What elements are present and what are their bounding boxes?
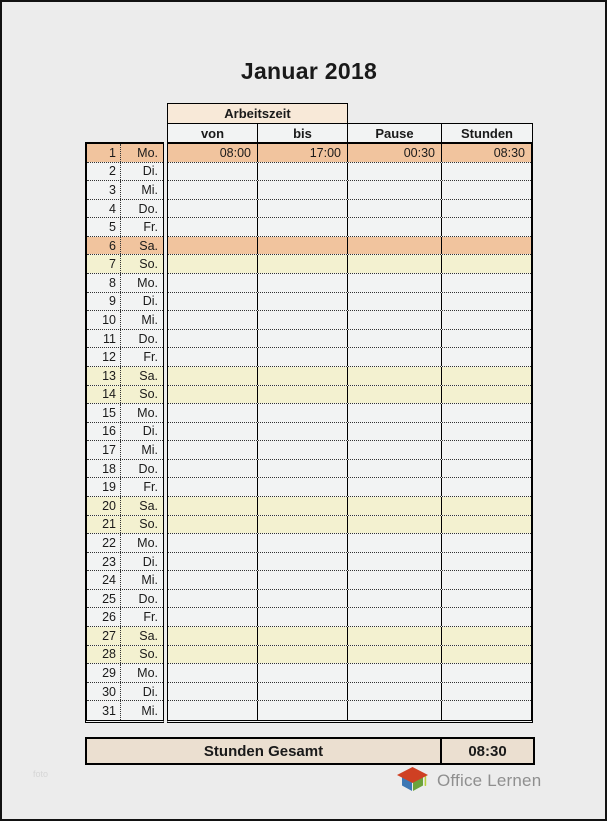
pause-cell[interactable] bbox=[348, 590, 442, 608]
time-row bbox=[168, 534, 531, 553]
day-name-cell: Mo. bbox=[121, 144, 163, 162]
day-number-cell: 16 bbox=[87, 423, 121, 441]
bis-cell[interactable] bbox=[258, 516, 348, 534]
time-row bbox=[168, 646, 531, 665]
bis-cell[interactable] bbox=[258, 497, 348, 515]
day-row bbox=[87, 460, 163, 479]
von-cell[interactable] bbox=[168, 330, 258, 348]
time-row bbox=[168, 441, 531, 460]
day-number-cell: 23 bbox=[87, 553, 121, 571]
day-number-cell: 11 bbox=[87, 330, 121, 348]
bis-cell[interactable] bbox=[258, 330, 348, 348]
stunden-cell[interactable] bbox=[442, 571, 531, 589]
day-row bbox=[87, 386, 163, 405]
pause-cell[interactable] bbox=[348, 553, 442, 571]
time-row bbox=[168, 571, 531, 590]
stunden-cell[interactable] bbox=[442, 497, 531, 515]
bis-cell[interactable] bbox=[258, 274, 348, 292]
bis-cell[interactable] bbox=[258, 423, 348, 441]
stunden-cell[interactable] bbox=[442, 330, 531, 348]
day-name-cell: Di. bbox=[142, 554, 158, 569]
office-lernen-logo bbox=[394, 766, 541, 795]
stunden-cell[interactable] bbox=[442, 460, 531, 478]
time-row bbox=[168, 200, 531, 219]
day-row bbox=[87, 553, 163, 572]
pause-cell[interactable] bbox=[348, 348, 442, 366]
bis-cell[interactable] bbox=[258, 218, 348, 236]
page-title: Januar 2018 bbox=[240, 58, 378, 84]
day-row bbox=[87, 627, 163, 646]
pause-cell[interactable] bbox=[348, 330, 442, 348]
day-row bbox=[87, 181, 163, 200]
bis-cell[interactable] bbox=[258, 608, 348, 626]
day-row bbox=[87, 571, 163, 590]
day-name-cell: Mo. bbox=[137, 275, 158, 290]
day-name-cell: Mi. bbox=[141, 703, 158, 718]
day-name-cell: So. bbox=[121, 646, 163, 664]
day-number-cell: 30 bbox=[87, 683, 121, 701]
pause-cell[interactable] bbox=[348, 460, 442, 478]
day-name-cell: Mo. bbox=[137, 405, 158, 420]
von-cell[interactable] bbox=[168, 367, 258, 385]
column-header-von: von bbox=[167, 123, 258, 144]
day-row bbox=[87, 683, 163, 702]
day-row bbox=[87, 534, 163, 553]
day-name-cell: Sa. bbox=[121, 627, 163, 645]
day-name-cell: Sa. bbox=[121, 237, 163, 255]
pause-cell[interactable]: 00:30 bbox=[348, 144, 442, 162]
time-row bbox=[168, 237, 531, 256]
day-row bbox=[87, 144, 163, 163]
von-cell[interactable] bbox=[168, 255, 258, 273]
time-row bbox=[168, 293, 531, 312]
day-number-cell: 19 bbox=[87, 478, 121, 496]
day-number-cell: 7 bbox=[87, 255, 121, 273]
bis-cell[interactable] bbox=[258, 627, 348, 645]
day-column-table bbox=[85, 142, 164, 723]
day-name-cell: Mo. bbox=[137, 665, 158, 680]
pause-cell[interactable] bbox=[348, 181, 442, 199]
bis-cell[interactable] bbox=[258, 181, 348, 199]
von-cell[interactable] bbox=[168, 627, 258, 645]
bis-cell[interactable]: 17:00 bbox=[258, 144, 348, 162]
total-label: Stunden Gesamt bbox=[87, 739, 442, 763]
bis-cell[interactable] bbox=[258, 163, 348, 181]
von-cell[interactable] bbox=[168, 423, 258, 441]
total-value: 08:30 bbox=[468, 742, 507, 760]
stunden-cell[interactable] bbox=[442, 200, 531, 218]
day-number-cell: 25 bbox=[87, 590, 121, 608]
day-number-cell: 8 bbox=[87, 274, 121, 292]
pause-cell[interactable] bbox=[348, 423, 442, 441]
day-row bbox=[87, 237, 163, 256]
bis-cell[interactable] bbox=[258, 367, 348, 385]
day-row bbox=[87, 367, 163, 386]
day-number-cell: 13 bbox=[87, 367, 121, 385]
day-row bbox=[87, 497, 163, 516]
time-row bbox=[168, 478, 531, 497]
bis-cell[interactable] bbox=[258, 237, 348, 255]
pause-cell[interactable] bbox=[348, 218, 442, 236]
stunden-cell[interactable] bbox=[442, 516, 531, 534]
stunden-cell[interactable] bbox=[442, 478, 531, 496]
stunden-cell[interactable] bbox=[442, 163, 531, 181]
von-cell[interactable] bbox=[168, 386, 258, 404]
day-name-cell: So. bbox=[121, 386, 163, 404]
von-cell[interactable] bbox=[168, 404, 258, 422]
pause-cell[interactable] bbox=[348, 478, 442, 496]
day-name-cell: Do. bbox=[138, 201, 158, 216]
day-number-cell: 18 bbox=[87, 460, 121, 478]
day-number-cell: 6 bbox=[87, 237, 121, 255]
day-name-cell: Fr. bbox=[143, 350, 158, 365]
pause-cell[interactable] bbox=[348, 608, 442, 626]
logo-text: Office Lernen bbox=[437, 770, 542, 790]
day-row bbox=[87, 423, 163, 442]
time-row bbox=[168, 608, 531, 627]
von-cell[interactable] bbox=[168, 664, 258, 682]
time-row bbox=[168, 497, 531, 516]
day-name-cell: Di. bbox=[142, 684, 158, 699]
pause-cell[interactable] bbox=[348, 274, 442, 292]
day-number-cell: 1 bbox=[87, 144, 121, 162]
day-number-cell: 10 bbox=[87, 311, 121, 329]
day-name-cell: Fr. bbox=[143, 610, 158, 625]
day-row bbox=[87, 404, 163, 423]
column-header-row bbox=[167, 123, 533, 144]
stunden-cell[interactable] bbox=[442, 423, 531, 441]
bis-cell[interactable] bbox=[258, 404, 348, 422]
day-number-cell: 21 bbox=[87, 516, 121, 534]
bis-cell[interactable] bbox=[258, 701, 348, 720]
day-number-cell: 3 bbox=[87, 181, 121, 199]
day-number-cell: 12 bbox=[87, 348, 121, 366]
stunden-cell[interactable] bbox=[442, 218, 531, 236]
von-cell[interactable] bbox=[168, 701, 258, 720]
day-name-cell: Mi. bbox=[141, 443, 158, 458]
graduation-cap-icon bbox=[394, 766, 431, 795]
von-cell[interactable] bbox=[168, 571, 258, 589]
stunden-cell[interactable] bbox=[442, 367, 531, 385]
stunden-cell[interactable] bbox=[442, 348, 531, 366]
time-row bbox=[168, 683, 531, 702]
day-name-cell: Mi. bbox=[141, 182, 158, 197]
stunden-cell[interactable] bbox=[442, 664, 531, 682]
time-row bbox=[168, 553, 531, 572]
calendar-body bbox=[85, 142, 533, 723]
von-cell[interactable]: 08:00 bbox=[168, 144, 258, 162]
bis-cell[interactable] bbox=[258, 590, 348, 608]
day-number-cell: 28 bbox=[87, 646, 121, 664]
von-cell[interactable] bbox=[168, 646, 258, 664]
pause-cell[interactable] bbox=[348, 367, 442, 385]
day-number-cell: 29 bbox=[87, 664, 121, 682]
von-cell[interactable] bbox=[168, 181, 258, 199]
time-row bbox=[168, 274, 531, 293]
stunden-cell[interactable] bbox=[442, 255, 531, 273]
day-name-cell: Di. bbox=[142, 294, 158, 309]
day-row bbox=[87, 664, 163, 683]
pause-cell[interactable] bbox=[348, 237, 442, 255]
bis-cell[interactable] bbox=[258, 478, 348, 496]
day-name-cell: Do. bbox=[138, 461, 158, 476]
von-cell[interactable] bbox=[168, 553, 258, 571]
watermark-text: foto bbox=[33, 769, 49, 779]
time-row bbox=[168, 163, 531, 182]
von-cell[interactable] bbox=[168, 478, 258, 496]
time-row bbox=[168, 181, 531, 200]
time-row bbox=[168, 627, 531, 646]
day-number-cell: 9 bbox=[87, 293, 121, 311]
time-row bbox=[168, 664, 531, 683]
table-header-zone bbox=[167, 103, 533, 144]
arbeitszeit-group-header: Arbeitszeit bbox=[167, 103, 348, 124]
time-row bbox=[168, 590, 531, 609]
day-name-cell: Sa. bbox=[121, 497, 163, 515]
time-row bbox=[168, 348, 531, 367]
day-row bbox=[87, 701, 163, 720]
day-name-cell: Do. bbox=[138, 591, 158, 606]
stunden-cell[interactable] bbox=[442, 646, 531, 664]
time-row bbox=[168, 311, 531, 330]
total-bar bbox=[85, 737, 535, 765]
time-row bbox=[168, 460, 531, 479]
day-name-cell: Di. bbox=[142, 164, 158, 179]
pause-cell[interactable] bbox=[348, 627, 442, 645]
day-number-cell: 4 bbox=[87, 200, 121, 218]
day-number-cell: 31 bbox=[87, 701, 121, 720]
bis-cell[interactable] bbox=[258, 386, 348, 404]
von-cell[interactable] bbox=[168, 274, 258, 292]
day-name-cell: Do. bbox=[138, 331, 158, 346]
day-number-cell: 2 bbox=[87, 163, 121, 181]
von-cell[interactable] bbox=[168, 441, 258, 459]
day-name-cell: Sa. bbox=[121, 367, 163, 385]
von-cell[interactable] bbox=[168, 293, 258, 311]
pause-cell[interactable] bbox=[348, 646, 442, 664]
pause-cell[interactable] bbox=[348, 311, 442, 329]
stunden-cell[interactable] bbox=[442, 237, 531, 255]
stunden-cell[interactable] bbox=[442, 608, 531, 626]
day-number-cell: 17 bbox=[87, 441, 121, 459]
day-number-cell: 14 bbox=[87, 386, 121, 404]
stunden-cell[interactable] bbox=[442, 627, 531, 645]
day-name-cell: So. bbox=[121, 255, 163, 273]
pause-cell[interactable] bbox=[348, 386, 442, 404]
stunden-cell[interactable] bbox=[442, 293, 531, 311]
bis-cell[interactable] bbox=[258, 311, 348, 329]
day-row bbox=[87, 590, 163, 609]
column-header-stunden: Stunden bbox=[441, 123, 533, 144]
day-row bbox=[87, 478, 163, 497]
bis-cell[interactable] bbox=[258, 646, 348, 664]
day-row bbox=[87, 311, 163, 330]
time-row bbox=[168, 367, 531, 386]
von-cell[interactable] bbox=[168, 218, 258, 236]
time-row bbox=[168, 423, 531, 442]
day-row bbox=[87, 218, 163, 237]
von-cell[interactable] bbox=[168, 237, 258, 255]
time-row bbox=[168, 330, 531, 349]
pause-cell[interactable] bbox=[348, 664, 442, 682]
day-number-cell: 5 bbox=[87, 218, 121, 236]
von-cell[interactable] bbox=[168, 460, 258, 478]
pause-cell[interactable] bbox=[348, 163, 442, 181]
bis-cell[interactable] bbox=[258, 200, 348, 218]
pause-cell[interactable] bbox=[348, 497, 442, 515]
column-header-pause: Pause bbox=[347, 123, 442, 144]
pause-cell[interactable] bbox=[348, 200, 442, 218]
time-row bbox=[168, 218, 531, 237]
day-name-cell: Fr. bbox=[143, 480, 158, 495]
column-header-bis: bis bbox=[257, 123, 348, 144]
bis-cell[interactable] bbox=[258, 293, 348, 311]
day-row bbox=[87, 200, 163, 219]
day-number-cell: 22 bbox=[87, 534, 121, 552]
day-row bbox=[87, 163, 163, 182]
bis-cell[interactable] bbox=[258, 534, 348, 552]
bis-cell[interactable] bbox=[258, 664, 348, 682]
von-cell[interactable] bbox=[168, 348, 258, 366]
bis-cell[interactable] bbox=[258, 553, 348, 571]
bis-cell[interactable] bbox=[258, 460, 348, 478]
pause-cell[interactable] bbox=[348, 404, 442, 422]
time-row bbox=[168, 404, 531, 423]
stunden-cell[interactable] bbox=[442, 386, 531, 404]
stunden-cell[interactable] bbox=[442, 553, 531, 571]
day-row bbox=[87, 274, 163, 293]
day-number-cell: 15 bbox=[87, 404, 121, 422]
von-cell[interactable] bbox=[168, 590, 258, 608]
stunden-cell[interactable] bbox=[442, 683, 531, 701]
von-cell[interactable] bbox=[168, 497, 258, 515]
pause-cell[interactable] bbox=[348, 441, 442, 459]
day-number-cell: 26 bbox=[87, 608, 121, 626]
bis-cell[interactable] bbox=[258, 255, 348, 273]
bis-cell[interactable] bbox=[258, 348, 348, 366]
day-number-cell: 27 bbox=[87, 627, 121, 645]
day-row bbox=[87, 255, 163, 274]
day-row bbox=[87, 441, 163, 460]
day-row bbox=[87, 608, 163, 627]
von-cell[interactable] bbox=[168, 683, 258, 701]
stunden-cell[interactable] bbox=[442, 534, 531, 552]
von-cell[interactable] bbox=[168, 200, 258, 218]
von-cell[interactable] bbox=[168, 608, 258, 626]
day-row bbox=[87, 646, 163, 665]
day-row bbox=[87, 293, 163, 312]
day-number-cell: 24 bbox=[87, 571, 121, 589]
time-row bbox=[168, 701, 531, 720]
time-row bbox=[168, 386, 531, 405]
pause-cell[interactable] bbox=[348, 683, 442, 701]
day-name-cell: Mi. bbox=[141, 573, 158, 588]
day-number-cell: 20 bbox=[87, 497, 121, 515]
day-name-cell: Di. bbox=[142, 424, 158, 439]
von-cell[interactable] bbox=[168, 516, 258, 534]
bis-cell[interactable] bbox=[258, 441, 348, 459]
time-row bbox=[168, 255, 531, 274]
time-row bbox=[168, 516, 531, 535]
pause-cell[interactable] bbox=[348, 534, 442, 552]
time-entry-table bbox=[167, 142, 533, 723]
von-cell[interactable] bbox=[168, 163, 258, 181]
day-name-cell: So. bbox=[121, 516, 163, 534]
stunden-cell[interactable] bbox=[442, 311, 531, 329]
day-name-cell: Mi. bbox=[141, 312, 158, 327]
stunden-cell[interactable] bbox=[442, 274, 531, 292]
pause-cell[interactable] bbox=[348, 293, 442, 311]
stunden-cell[interactable]: 08:30 bbox=[442, 144, 531, 162]
day-row bbox=[87, 516, 163, 535]
pause-cell[interactable] bbox=[348, 255, 442, 273]
bis-cell[interactable] bbox=[258, 683, 348, 701]
stunden-cell[interactable] bbox=[442, 404, 531, 422]
pause-cell[interactable] bbox=[348, 701, 442, 720]
day-row bbox=[87, 330, 163, 349]
day-name-cell: Fr. bbox=[143, 220, 158, 235]
time-row bbox=[168, 144, 531, 163]
von-cell[interactable] bbox=[168, 534, 258, 552]
stunden-cell[interactable] bbox=[442, 590, 531, 608]
bis-cell[interactable] bbox=[258, 571, 348, 589]
stunden-cell[interactable] bbox=[442, 181, 531, 199]
pause-cell[interactable] bbox=[348, 571, 442, 589]
stunden-cell[interactable] bbox=[442, 701, 531, 720]
stunden-cell[interactable] bbox=[442, 441, 531, 459]
pause-cell[interactable] bbox=[348, 516, 442, 534]
von-cell[interactable] bbox=[168, 311, 258, 329]
day-name-cell: Mo. bbox=[137, 535, 158, 550]
day-row bbox=[87, 348, 163, 367]
